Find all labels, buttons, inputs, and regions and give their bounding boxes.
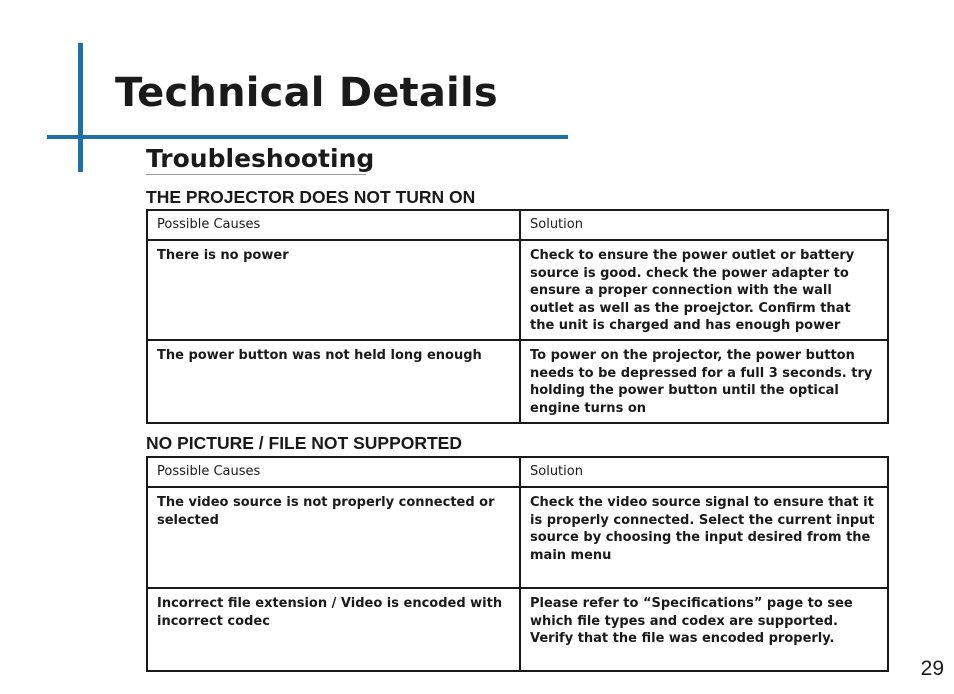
table-row (147, 487, 888, 588)
column-header-causes: Possible Causes (147, 457, 520, 487)
cause-cell: Incorrect file extension / Video is encoded with incorrect codec (147, 588, 520, 671)
section-heading-no-power: THE PROJECTOR DOES NOT TURN ON (146, 187, 476, 207)
page-title: Technical Details (115, 70, 498, 116)
cause-cell: The video source is not properly connected or selected (147, 487, 520, 588)
table-row (147, 340, 888, 423)
page-number: 29 (920, 657, 944, 680)
page-subtitle: Troubleshooting (146, 144, 375, 173)
cause-cell: The power button was not held long enough (147, 340, 520, 423)
table-header-row (147, 457, 888, 487)
table-header-row (147, 210, 888, 240)
solution-cell: Please refer to “Specifications” page to see which file types and codex are supported. Verify that the file was encoded properly. (520, 588, 888, 671)
accent-horizontal-bar (47, 135, 568, 139)
troubleshooting-table-power (146, 209, 889, 424)
table-row (147, 240, 888, 340)
section-heading-no-picture: NO PICTURE / FILE NOT SUPPORTED (146, 433, 462, 453)
table-row (147, 588, 888, 671)
solution-cell: To power on the projector, the power button needs to be depressed for a full 3 seconds. try holding the power button until the optical engine turns on (520, 340, 888, 423)
solution-cell: Check the video source signal to ensure that it is properly connected. Select the current input source by choosing the input desired from the main menu (520, 487, 888, 588)
accent-vertical-bar (78, 43, 83, 172)
troubleshooting-table-picture (146, 456, 889, 672)
cause-cell: There is no power (147, 240, 520, 340)
column-header-solution: Solution (520, 210, 888, 240)
solution-cell: Check to ensure the power outlet or battery source is good. check the power adapter to ensure a proper connection with the wall outlet as well as the proejctor. Confirm that the unit is charged and has enough power (520, 240, 888, 340)
column-header-causes: Possible Causes (147, 210, 520, 240)
column-header-solution: Solution (520, 457, 888, 487)
